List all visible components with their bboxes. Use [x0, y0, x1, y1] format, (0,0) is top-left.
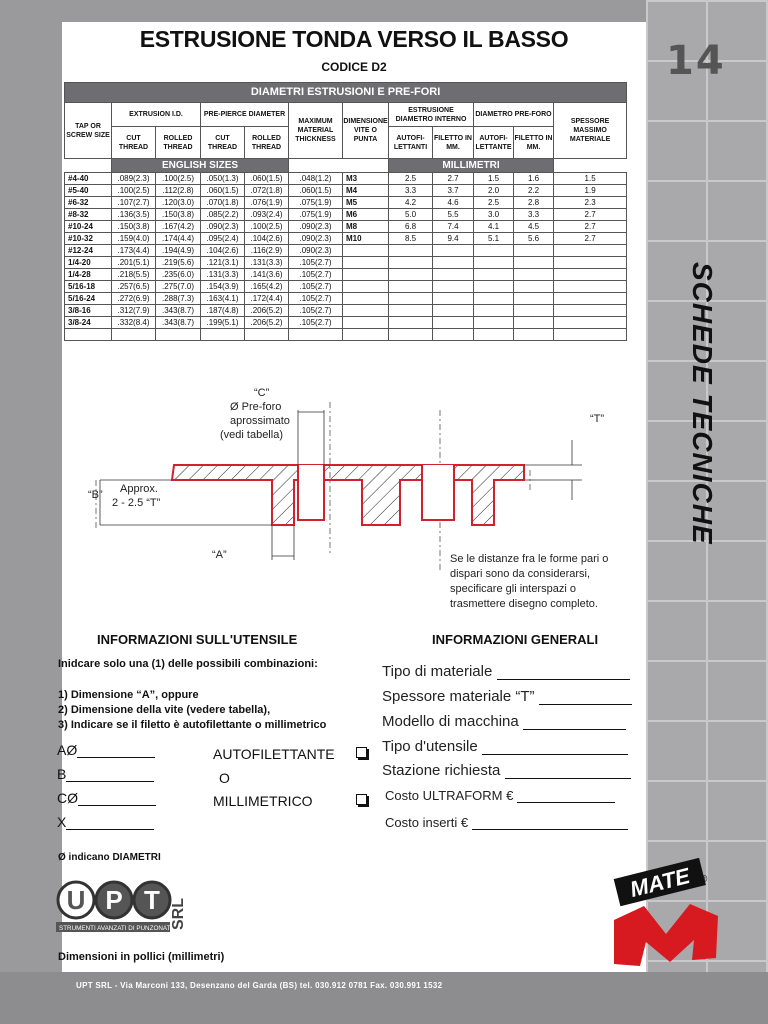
table-cell: 9.4 [433, 233, 474, 245]
millimetrico-label: MILLIMETRICO [213, 793, 313, 809]
header-prepierce: PRE-PIERCE DIAMETER [201, 103, 289, 127]
field-tipo-utensile[interactable]: Tipo d'utensile [382, 738, 628, 755]
table-cell [433, 329, 474, 341]
table-cell: .172(4.4) [245, 293, 289, 305]
table-cell: 1.5 [554, 173, 627, 185]
table-cell [156, 329, 201, 341]
table-cell [389, 281, 433, 293]
table-cell [474, 281, 514, 293]
table-cell: .257(6.5) [112, 281, 156, 293]
table-cell [474, 257, 514, 269]
table-cell [474, 329, 514, 341]
table-cell [514, 305, 554, 317]
upt-logo [56, 880, 186, 940]
table-cell: .105(2.7) [289, 257, 343, 269]
diameters-table [64, 82, 627, 341]
table-cell: .131(3.3) [201, 269, 245, 281]
table-cell [554, 269, 627, 281]
table-row [65, 293, 627, 305]
approx-label-2: 2 - 2.5 “T” [112, 497, 161, 509]
general-info-heading: INFORMAZIONI GENERALI [432, 632, 599, 647]
table-cell: .085(2.2) [201, 209, 245, 221]
table-cell: #12-24 [65, 245, 112, 257]
table-cell: .076(1.9) [245, 197, 289, 209]
field-spessore-materiale[interactable]: Spessore materiale “T” [382, 688, 632, 705]
table-cell [201, 329, 245, 341]
millimetrico-checkbox[interactable] [356, 794, 367, 805]
table-row [65, 185, 627, 197]
table-cell: .060(1.5) [245, 173, 289, 185]
table-cell: 2.7 [554, 209, 627, 221]
table-cell [554, 257, 627, 269]
table-cell: 4.1 [474, 221, 514, 233]
table-cell [474, 269, 514, 281]
tool-info-option-2: 2) Dimensione della vite (vedere tabella), [58, 704, 271, 716]
table-cell [343, 281, 389, 293]
table-row [65, 257, 627, 269]
header-rolled-thread: ROLLED THREAD [156, 127, 201, 159]
table-cell: .201(5.1) [112, 257, 156, 269]
sheet-profile [172, 465, 524, 525]
table-cell: 5/16-18 [65, 281, 112, 293]
table-cell: 5.6 [514, 233, 554, 245]
table-row [65, 281, 627, 293]
table-cell: 1.5 [474, 173, 514, 185]
table-cell: .072(1.8) [245, 185, 289, 197]
table-cell [389, 329, 433, 341]
table-cell: .187(4.8) [201, 305, 245, 317]
table-cell: 1/4-28 [65, 269, 112, 281]
table-cell: 5/16-24 [65, 293, 112, 305]
upt-letter-t: T [144, 885, 160, 915]
tool-info-instruction: Inidcare solo una (1) delle possibili combinazioni: [58, 658, 318, 670]
table-cell: .105(2.7) [289, 305, 343, 317]
table-cell [554, 305, 627, 317]
table-cell: 3.7 [433, 185, 474, 197]
table-cell: .090(2.3) [289, 245, 343, 257]
table-cell: .167(4.2) [156, 221, 201, 233]
dimension-lines [100, 410, 582, 560]
table-cell [389, 269, 433, 281]
header-max-thickness: MAXIMUM MATERIAL THICKNESS [289, 103, 343, 159]
table-cell [433, 293, 474, 305]
preforo-label-2: aprossimato [230, 415, 290, 427]
table-cell: .312(7.9) [112, 305, 156, 317]
table-cell: .150(3.8) [156, 209, 201, 221]
field-tipo-materiale[interactable]: Tipo di materiale [382, 663, 630, 680]
table-cell: .120(3.0) [156, 197, 201, 209]
field-c-diameter[interactable]: CØ [57, 790, 156, 806]
table-cell: 1/4-20 [65, 257, 112, 269]
header-autofilettanti: AUTOFI- LETTANTI [389, 127, 433, 159]
approx-label-1: Approx. [120, 483, 158, 495]
table-cell: 2.7 [554, 233, 627, 245]
table-cell: .275(7.0) [156, 281, 201, 293]
table-cell [514, 245, 554, 257]
table-cell [474, 305, 514, 317]
table-cell [474, 317, 514, 329]
table-cell: .199(5.1) [201, 317, 245, 329]
table-cell: 2.0 [474, 185, 514, 197]
header-extrusion-id: EXTRUSION I.D. [112, 103, 201, 127]
table-cell: 2.7 [433, 173, 474, 185]
table-cell: M4 [343, 185, 389, 197]
table-cell: .075(1.9) [289, 197, 343, 209]
label-b: “B” [88, 489, 103, 501]
table-cell [389, 257, 433, 269]
header-filetto-mm: FILETTO IN MM. [433, 127, 474, 159]
table-cell: .048(1.2) [289, 173, 343, 185]
table-cell: .105(2.7) [289, 281, 343, 293]
table-cell: M3 [343, 173, 389, 185]
bottom-band [0, 972, 768, 1024]
table-cell [343, 245, 389, 257]
table-cell: 3/8-16 [65, 305, 112, 317]
table-cell: .150(3.8) [112, 221, 156, 233]
field-costo-inserti[interactable]: Costo inserti € [385, 815, 628, 830]
side-title: SCHEDE TECNICHE [687, 262, 718, 545]
table-cell: .093(2.4) [245, 209, 289, 221]
table-cell: .095(2.4) [201, 233, 245, 245]
field-costo-ultraform[interactable]: Costo ULTRAFORM € [385, 788, 615, 803]
table-cell [343, 269, 389, 281]
autofilettante-checkbox[interactable] [356, 747, 367, 758]
table-cell: .194(4.9) [156, 245, 201, 257]
table-cell: 3.0 [474, 209, 514, 221]
table-cell [474, 245, 514, 257]
footer-address: UPT SRL - Via Marconi 133, Desenzano del Garda (BS) tel. 030.912 0781 Fax. 030.991 1532 [76, 981, 443, 990]
table-cell: .060(1.5) [201, 185, 245, 197]
table-cell: .174(4.4) [156, 233, 201, 245]
table-cell [554, 329, 627, 341]
spacing-note: Se le distanze fra le forme pari o dispari sono da considerarsi, specificare gli interspazi o trasmettere disegno completo. [450, 553, 609, 610]
dimensions-note: Dimensioni in pollici (millimetri) [58, 951, 225, 963]
table-cell: .090(2.3) [201, 221, 245, 233]
table-cell: M6 [343, 209, 389, 221]
header-estr-interno: ESTRUSIONE DIAMETRO INTERNO [389, 103, 474, 127]
tool-info-option-1: 1) Dimensione “A”, oppure [58, 689, 199, 701]
table-cell [554, 317, 627, 329]
table-cell: .343(8.7) [156, 305, 201, 317]
header-rolled-thread: ROLLED THREAD [245, 127, 289, 159]
label-c: “C” [254, 387, 270, 399]
table-cell [343, 293, 389, 305]
preforo-label-1: Ø Pre-foro [230, 401, 282, 413]
field-a-diameter[interactable]: AØ [57, 742, 155, 758]
table-cell: .219(5.6) [156, 257, 201, 269]
table-cell [433, 281, 474, 293]
table-cell [65, 329, 112, 341]
table-cell: .288(7.3) [156, 293, 201, 305]
table-cell: 3.3 [514, 209, 554, 221]
table-cell: .060(1.5) [289, 185, 343, 197]
table-cell: 5.5 [433, 209, 474, 221]
table-cell [514, 329, 554, 341]
table-cell: 7.4 [433, 221, 474, 233]
preforo-label-3: (vedi tabella) [220, 429, 283, 441]
table-cell: 3.3 [389, 185, 433, 197]
table-cell: .343(8.7) [156, 317, 201, 329]
table-cell [433, 269, 474, 281]
table-cell: .121(3.1) [201, 257, 245, 269]
table-cell: 1.6 [514, 173, 554, 185]
table-cell: .141(3.6) [245, 269, 289, 281]
header-cut-thread: CUT THREAD [201, 127, 245, 159]
table-cell: .107(2.7) [112, 197, 156, 209]
table-cell: .100(2.5) [156, 173, 201, 185]
table-cell: 2.8 [514, 197, 554, 209]
table-cell: #4-40 [65, 173, 112, 185]
table-cell: 2.2 [514, 185, 554, 197]
table-row [65, 173, 627, 185]
table-cell: .173(4.4) [112, 245, 156, 257]
table-cell [389, 305, 433, 317]
table-cell: .050(1.3) [201, 173, 245, 185]
table-cell: 4.2 [389, 197, 433, 209]
table-row [65, 209, 627, 221]
header-spessore: SPESSORE MASSIMO MATERIALE [554, 103, 627, 159]
table-cell [389, 293, 433, 305]
table-cell: #6-32 [65, 197, 112, 209]
label-a: “A” [212, 549, 227, 561]
field-stazione-richiesta[interactable]: Stazione richiesta [382, 762, 631, 779]
table-cell [289, 329, 343, 341]
header-autofilettante: AUTOFI- LETTANTE [474, 127, 514, 159]
upt-letter-u: U [66, 885, 86, 915]
table-cell: .105(2.7) [289, 293, 343, 305]
table-band-title: DIAMETRI ESTRUSIONI E PRE-FORI [65, 83, 627, 103]
table-cell [514, 281, 554, 293]
table-cell: 6.8 [389, 221, 433, 233]
table-cell [514, 257, 554, 269]
table-cell: #10-32 [65, 233, 112, 245]
page-title: ESTRUSIONE TONDA VERSO IL BASSO [139, 26, 569, 52]
table-cell: 2.5 [389, 173, 433, 185]
header-tap-size: TAP OR SCREW SIZE [65, 103, 112, 159]
mate-wordmark: MATE [627, 863, 693, 902]
table-cell: .090(2.3) [289, 221, 343, 233]
table-cell: .218(5.5) [112, 269, 156, 281]
table-cell [343, 329, 389, 341]
table-cell: 2.7 [554, 221, 627, 233]
field-b[interactable]: B [57, 766, 154, 782]
table-cell: 1.9 [554, 185, 627, 197]
table-cell [433, 245, 474, 257]
table-cell [245, 329, 289, 341]
field-x[interactable]: X [57, 814, 154, 830]
table-cell [474, 293, 514, 305]
table-cell: .112(2.8) [156, 185, 201, 197]
table-cell: .165(4.2) [245, 281, 289, 293]
table-cell: .136(3.5) [112, 209, 156, 221]
field-modello-macchina[interactable]: Modello di macchina [382, 713, 626, 730]
diametri-note: Ø indicano DIAMETRI [58, 852, 161, 863]
table-cell: .104(2.6) [245, 233, 289, 245]
mate-logo [600, 858, 730, 968]
table-row [65, 317, 627, 329]
header-cut-thread: CUT THREAD [112, 127, 156, 159]
table-row [65, 233, 627, 245]
table-row [65, 269, 627, 281]
table-cell: .089(2.3) [112, 173, 156, 185]
table-cell: .272(6.9) [112, 293, 156, 305]
table-cell: 5.0 [389, 209, 433, 221]
table-cell: .163(4.1) [201, 293, 245, 305]
table-cell: .100(2.5) [245, 221, 289, 233]
table-row [65, 329, 627, 341]
table-cell [389, 317, 433, 329]
table-cell: M8 [343, 221, 389, 233]
table-cell: .104(2.6) [201, 245, 245, 257]
table-cell: #5-40 [65, 185, 112, 197]
registered-mark: ® [700, 874, 708, 885]
page-number: 14 [666, 38, 726, 84]
table-row [65, 221, 627, 233]
table-cell: #10-24 [65, 221, 112, 233]
millimetri-band: MILLIMETRI [389, 159, 554, 173]
table-cell: .105(2.7) [289, 317, 343, 329]
label-t: “T” [590, 413, 605, 425]
table-cell [433, 317, 474, 329]
upt-tagline: STRUMENTI AVANZATI DI PUNZONATURA [59, 925, 184, 932]
table-cell: .090(2.3) [289, 233, 343, 245]
table-cell [112, 329, 156, 341]
table-cell: .235(6.0) [156, 269, 201, 281]
table-row [65, 245, 627, 257]
table-cell [554, 293, 627, 305]
page-code: CODICE D2 [321, 60, 387, 74]
table-cell [433, 257, 474, 269]
table-cell [514, 293, 554, 305]
table-cell [554, 281, 627, 293]
table-cell: M10 [343, 233, 389, 245]
table-cell: 2.5 [474, 197, 514, 209]
table-cell [343, 305, 389, 317]
upt-letter-p: P [105, 885, 123, 915]
table-cell: .332(8.4) [112, 317, 156, 329]
tool-info-option-3: 3) Indicare se il filetto è autofilettante o millimetrico [58, 719, 327, 731]
table-cell [514, 317, 554, 329]
table-cell: M5 [343, 197, 389, 209]
english-sizes-band: ENGLISH SIZES [112, 159, 289, 173]
table-row [65, 305, 627, 317]
table-cell: .159(4.0) [112, 233, 156, 245]
table-cell: .131(3.3) [245, 257, 289, 269]
header-dim-vite: DIMENSIONE VITE O PUNTA [343, 103, 389, 159]
table-cell: .206(5.2) [245, 305, 289, 317]
table-cell [343, 257, 389, 269]
table-cell: .105(2.7) [289, 269, 343, 281]
table-cell: .075(1.9) [289, 209, 343, 221]
table-cell: 4.5 [514, 221, 554, 233]
tool-info-heading: INFORMAZIONI SULL'UTENSILE [97, 632, 298, 647]
table-cell: .154(3.9) [201, 281, 245, 293]
header-filetto-mm: FILETTO IN MM. [514, 127, 554, 159]
table-cell: .070(1.8) [201, 197, 245, 209]
table-cell: #8-32 [65, 209, 112, 221]
o-label: O [219, 770, 230, 786]
header-diam-preforo: DIAMETRO PRE-FORO [474, 103, 554, 127]
table-cell [389, 245, 433, 257]
upt-srl: SRL [170, 898, 187, 930]
table-cell: 2.3 [554, 197, 627, 209]
table-cell: 4.6 [433, 197, 474, 209]
table-row [65, 197, 627, 209]
table-cell: 3/8-24 [65, 317, 112, 329]
table-cell: 8.5 [389, 233, 433, 245]
table-cell [514, 269, 554, 281]
table-cell: .206(5.2) [245, 317, 289, 329]
autofilettante-label: AUTOFILETTANTE [213, 746, 335, 762]
table-cell: .116(2.9) [245, 245, 289, 257]
table-cell [554, 245, 627, 257]
table-cell: .100(2.5) [112, 185, 156, 197]
table-cell [433, 305, 474, 317]
table-cell: 5.1 [474, 233, 514, 245]
table-cell [343, 317, 389, 329]
